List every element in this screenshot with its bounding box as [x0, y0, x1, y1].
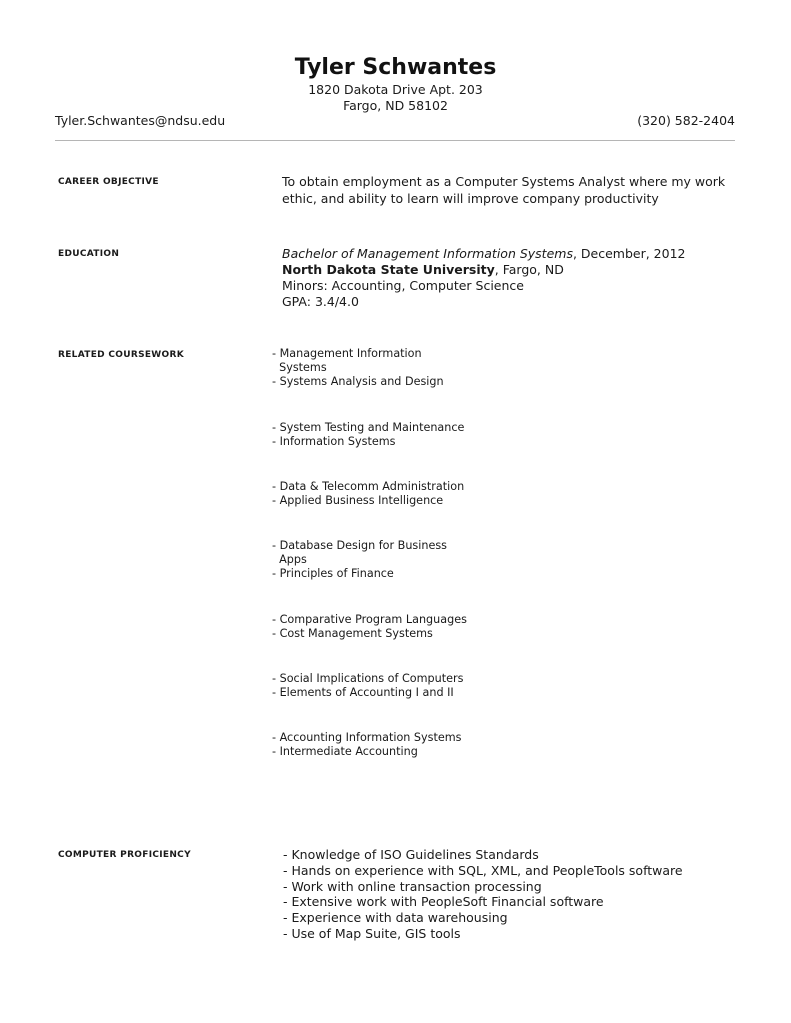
course-item: - Elements of Accounting I and II: [272, 686, 454, 700]
school-name: North Dakota State University: [282, 262, 495, 277]
coursework-group: [272, 672, 463, 700]
education-block: [282, 246, 742, 310]
course-item: - Cost Management Systems: [272, 627, 433, 641]
coursework-group: [272, 421, 464, 449]
career-objective-heading: CAREER OBJECTIVE: [58, 177, 159, 187]
proficiency-item: - Extensive work with PeopleSoft Financial software: [283, 894, 604, 910]
proficiency-item: - Use of Map Suite, GIS tools: [283, 925, 461, 941]
course-item: - Information Systems: [272, 435, 396, 449]
coursework-group: [272, 731, 461, 759]
proficiency-item: - Knowledge of ISO Guidelines Standards: [283, 847, 539, 862]
phone-number: (320) 582-2404: [637, 113, 735, 128]
course-item: - Intermediate Accounting: [272, 745, 418, 759]
course-item: Systems: [272, 361, 327, 375]
career-objective-text: To obtain employment as a Computer Systems Analyst where my work ethic, and ability to learn will improve company productivity: [282, 174, 726, 206]
course-item: - System Testing and Maintenance: [272, 421, 465, 434]
school-location: , Fargo, ND: [494, 262, 564, 277]
education-heading: EDUCATION: [58, 249, 120, 259]
coursework-group: [272, 347, 444, 390]
course-item: - Management Information: [272, 347, 422, 360]
coursework-group: [272, 613, 467, 641]
coursework-group: [272, 539, 447, 582]
address-line-1: 1820 Dakota Drive Apt. 203: [308, 82, 483, 97]
proficiency-list: [283, 847, 683, 942]
email-address: Tyler.Schwantes@ndsu.edu: [55, 113, 226, 128]
course-item: - Systems Analysis and Design: [272, 375, 444, 389]
coursework-heading: RELATED COURSEWORK: [58, 350, 184, 360]
address-line-2: Fargo, ND 58102: [343, 98, 448, 113]
degree-line: [282, 246, 742, 262]
coursework-group: [272, 480, 464, 508]
proficiency-item: - Work with online transaction processing: [283, 878, 542, 894]
proficiency-heading: COMPUTER PROFICIENCY: [58, 850, 191, 860]
course-item: - Social Implications of Computers: [272, 672, 464, 685]
gpa-line: GPA: 3.4/4.0: [282, 294, 359, 309]
school-line: [282, 262, 742, 278]
course-item: - Accounting Information Systems: [272, 731, 462, 744]
degree-date: , December, 2012: [572, 246, 686, 261]
course-item: - Principles of Finance: [272, 567, 394, 581]
header-divider: [55, 140, 735, 141]
proficiency-item: - Experience with data warehousing: [283, 910, 508, 926]
proficiency-item: - Hands on experience with SQL, XML, and PeopleTools software: [283, 862, 683, 878]
course-item: - Data & Telecomm Administration: [272, 480, 465, 493]
degree-title: Bachelor of Management Information Systems: [282, 246, 573, 261]
applicant-name: Tyler Schwantes: [294, 55, 497, 80]
course-item: - Database Design for Business: [272, 539, 447, 552]
minors-line: Minors: Accounting, Computer Science: [282, 278, 524, 293]
course-item: Apps: [272, 553, 307, 567]
course-item: - Comparative Program Languages: [272, 613, 467, 626]
course-item: - Applied Business Intelligence: [272, 494, 444, 508]
